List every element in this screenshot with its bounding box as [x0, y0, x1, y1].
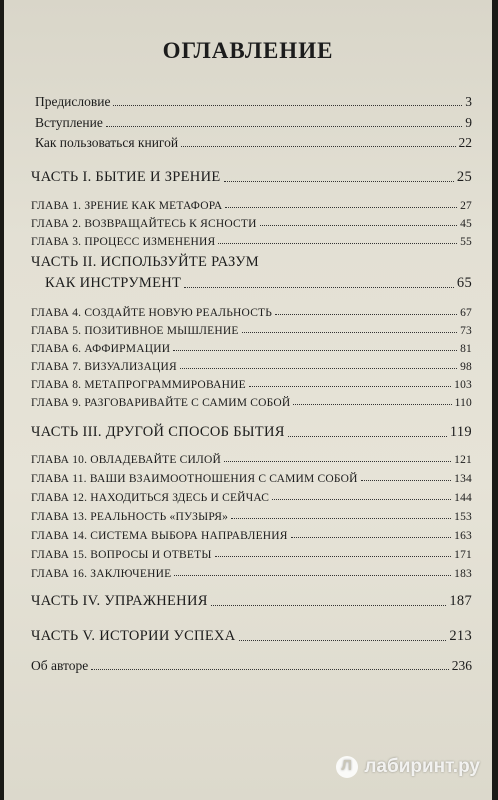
toc-chapter-page: 67	[460, 307, 472, 319]
leader-dots	[272, 498, 451, 500]
toc-chapter-12	[31, 484, 472, 504]
leader-dots	[239, 639, 447, 641]
toc-chapter-page: 153	[454, 511, 472, 523]
leader-dots	[106, 125, 462, 127]
toc-chapter-label: ГЛАВА 15. ВОПРОСЫ И ОТВЕТЫ	[31, 549, 212, 561]
toc-chapter-label: ГЛАВА 3. ПРОЦЕСС ИЗМЕНЕНИЯ	[31, 236, 216, 248]
toc-entry-page: 3	[465, 94, 472, 109]
toc-chapter-page: 134	[454, 473, 472, 485]
toc-chapter-1	[31, 192, 472, 212]
toc-part-2-title-line-1: ЧАСТЬ II. ИСПОЛЬЗУЙТЕ РАЗУМ	[31, 254, 259, 270]
toc-entry-label: Предисловие	[35, 94, 111, 109]
labirint-logo-icon	[336, 756, 358, 778]
leader-dots	[181, 145, 455, 147]
toc-chapter-6	[31, 335, 472, 355]
toc-chapter-label: ГЛАВА 16. ЗАКЛЮЧЕНИЕ	[31, 568, 172, 580]
toc-chapter-label: ГЛАВА 2. ВОЗВРАЩАЙТЕСЬ К ЯСНОСТИ	[31, 218, 257, 230]
toc-entry-page: 236	[451, 658, 472, 673]
toc-chapter-page: 121	[454, 454, 472, 466]
leader-dots	[173, 349, 457, 351]
toc-chapter-7	[31, 353, 472, 373]
toc-chapter-13	[31, 503, 472, 523]
toc-part-label: КАК ИНСТРУМЕНТ	[45, 275, 182, 291]
toc-chapter-9	[31, 389, 472, 409]
leader-dots	[91, 668, 449, 670]
toc-chapter-page: 81	[460, 343, 472, 355]
toc-entry-about-author	[31, 654, 472, 674]
toc-chapter-label: ГЛАВА 8. МЕТАПРОГРАММИРОВАНИЕ	[31, 379, 246, 391]
toc-chapter-label: ГЛАВА 13. РЕАЛЬНОСТЬ «ПУЗЫРЯ»	[31, 511, 229, 523]
toc-chapter-8	[31, 371, 472, 391]
toc-part-page: 187	[449, 593, 472, 609]
toc-chapter-label: ГЛАВА 14. СИСТЕМА ВЫБОРА НАПРАВЛЕНИЯ	[31, 530, 288, 542]
toc-chapter-10	[31, 446, 472, 466]
toc-entry-introduction	[35, 111, 472, 131]
watermark-text: лабиринт.ру	[364, 756, 480, 777]
toc-chapter-5	[31, 317, 472, 337]
toc-chapter-16	[31, 560, 472, 580]
leader-dots	[184, 286, 454, 288]
leader-dots	[275, 313, 457, 315]
toc-part-1	[31, 166, 472, 186]
toc-part-3	[31, 421, 472, 441]
toc-entry-label: Об авторе	[31, 658, 89, 673]
toc-chapter-page: 45	[460, 218, 472, 230]
toc-chapter-label: ГЛАВА 5. ПОЗИТИВНОЕ МЫШЛЕНИЕ	[31, 325, 239, 337]
toc-part-page: 119	[449, 424, 472, 440]
toc-chapter-page: 163	[454, 530, 472, 542]
leader-dots	[218, 242, 457, 244]
toc-part-label: ЧАСТЬ V. ИСТОРИИ УСПЕХА	[31, 628, 236, 644]
toc-chapter-page: 144	[454, 492, 472, 504]
book-page	[4, 0, 492, 800]
toc-chapter-15	[31, 541, 472, 561]
toc-chapter-page: 171	[454, 549, 472, 561]
site-watermark	[336, 756, 480, 778]
toc-chapter-page: 98	[460, 361, 472, 373]
toc-part-2	[45, 272, 472, 292]
toc-chapter-4	[31, 299, 472, 319]
leader-dots	[260, 224, 457, 226]
leader-dots	[288, 435, 447, 437]
leader-dots	[242, 331, 457, 333]
toc-chapter-page: 183	[454, 568, 472, 580]
toc-part-label: ЧАСТЬ III. ДРУГОЙ СПОСОБ БЫТИЯ	[31, 424, 285, 440]
leader-dots	[361, 479, 451, 481]
leader-dots	[224, 180, 454, 182]
toc-part-4	[31, 590, 472, 610]
toc-entry-page: 9	[465, 115, 472, 130]
leader-dots	[231, 517, 451, 519]
toc-part-page: 213	[449, 628, 472, 644]
toc-entry-page: 22	[458, 135, 472, 150]
toc-chapter-2	[31, 210, 472, 230]
toc-chapter-label: ГЛАВА 9. РАЗГОВАРИВАЙТЕ С САМИМ СОБОЙ	[31, 397, 291, 409]
toc-chapter-label: ГЛАВА 7. ВИЗУАЛИЗАЦИЯ	[31, 361, 177, 373]
leader-dots	[215, 555, 452, 557]
toc-entry-label: Как пользоваться книгой	[35, 135, 179, 150]
leader-dots	[225, 206, 457, 208]
toc-chapter-page: 73	[460, 325, 472, 337]
toc-chapter-page: 55	[460, 236, 472, 248]
toc-chapter-page: 27	[460, 200, 472, 212]
leader-dots	[174, 574, 451, 576]
toc-chapter-page: 103	[454, 379, 472, 391]
toc-chapter-label: ГЛАВА 10. ОВЛАДЕВАЙТЕ СИЛОЙ	[31, 454, 222, 466]
toc-chapter-label: ГЛАВА 1. ЗРЕНИЕ КАК МЕТАФОРА	[31, 200, 223, 212]
leader-dots	[249, 385, 451, 387]
toc-chapter-14	[31, 522, 472, 542]
page-title: ОГЛАВЛЕНИЕ	[162, 38, 334, 63]
toc-part-page: 25	[456, 169, 472, 185]
leader-dots	[113, 104, 462, 106]
leader-dots	[293, 403, 451, 405]
toc-chapter-11	[31, 465, 472, 485]
toc-chapter-3	[31, 228, 472, 248]
toc-chapter-page: 110	[454, 397, 472, 409]
toc-chapter-label: ГЛАВА 11. ВАШИ ВЗАИМООТНОШЕНИЯ С САМИМ СОБОЙ	[31, 473, 358, 485]
leader-dots	[224, 460, 451, 462]
toc-part-5	[31, 625, 472, 645]
toc-entry-label: Вступление	[35, 115, 103, 130]
toc-entry-preface	[35, 90, 472, 110]
toc-part-label: ЧАСТЬ IV. УПРАЖНЕНИЯ	[31, 593, 208, 609]
toc-chapter-label: ГЛАВА 6. АФФИРМАЦИИ	[31, 343, 171, 355]
toc-part-label: ЧАСТЬ I. БЫТИЕ И ЗРЕНИЕ	[31, 169, 221, 185]
leader-dots	[211, 604, 447, 606]
leader-dots	[180, 367, 457, 369]
leader-dots	[291, 536, 451, 538]
toc-chapter-label: ГЛАВА 4. СОЗДАЙТЕ НОВУЮ РЕАЛЬНОСТЬ	[31, 307, 273, 319]
toc-part-page: 65	[456, 275, 472, 291]
toc-entry-how-to-use	[35, 131, 472, 151]
toc-chapter-label: ГЛАВА 12. НАХОДИТЬСЯ ЗДЕСЬ И СЕЙЧАС	[31, 492, 270, 504]
